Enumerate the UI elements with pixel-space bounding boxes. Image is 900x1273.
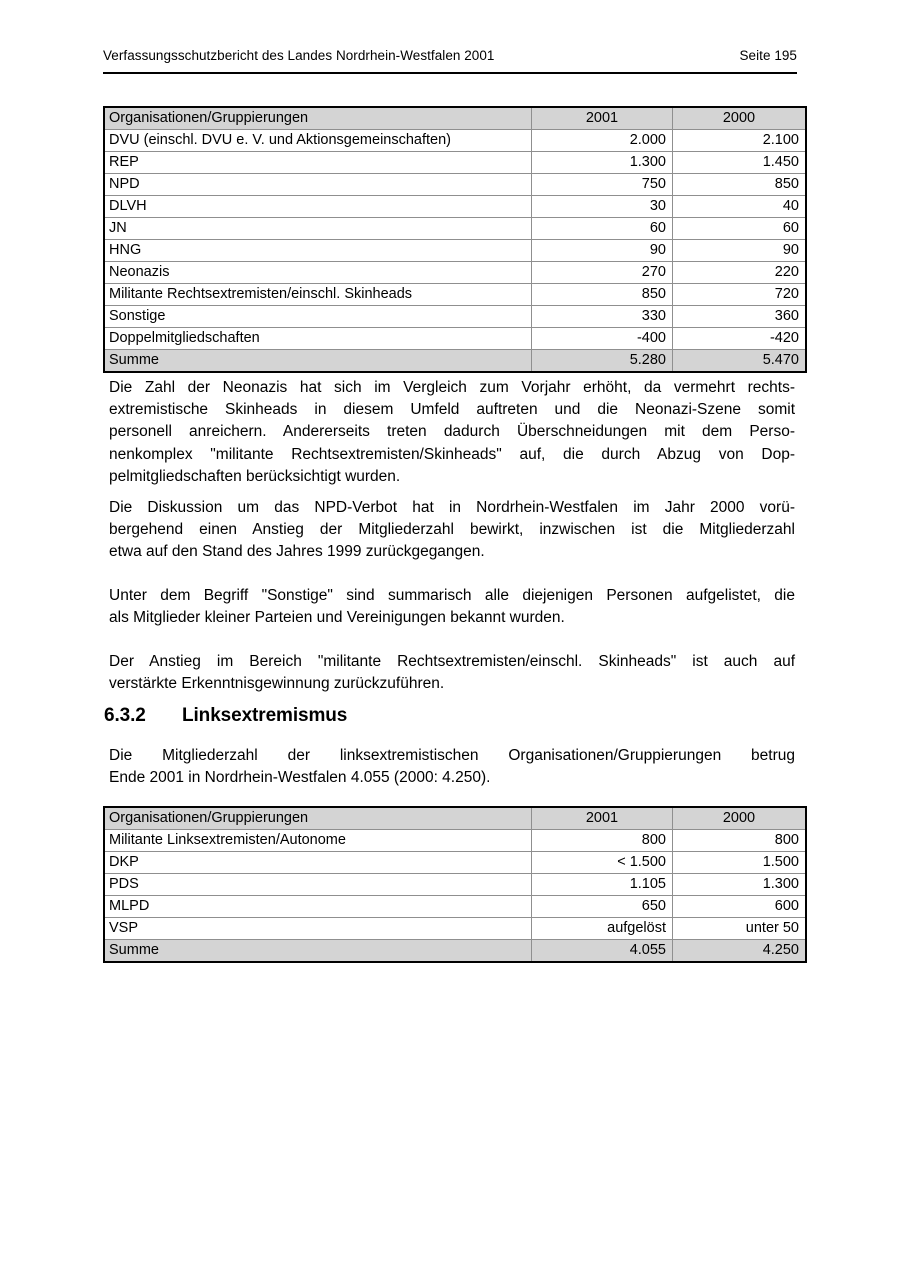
row-label: JN (104, 218, 532, 240)
text-line: als Mitglieder kleiner Parteien und Vereinigungen bekannt wurden. (109, 609, 565, 627)
running-head-page-number: Seite 195 (739, 48, 797, 63)
row-value-2000: 220 (673, 262, 807, 284)
row-value-2001: 60 (532, 218, 673, 240)
row-value-2000: 2.100 (673, 130, 807, 152)
column-header-2000: 2000 (673, 107, 807, 130)
row-label: Militante Rechtsextremisten/einschl. Skinheads (104, 284, 532, 306)
table-row (104, 152, 806, 174)
table-total-row (104, 940, 806, 963)
table-row (104, 328, 806, 350)
running-head-rule (103, 72, 797, 74)
row-label: Neonazis (104, 262, 532, 284)
text-line: Ende 2001 in Nordrhein-Westfalen 4.055 (2000: 4.250). (109, 769, 491, 787)
row-value-2000: 60 (673, 218, 807, 240)
row-label: Sonstige (104, 306, 532, 328)
table-row (104, 218, 806, 240)
text-line: nenkomplex "militante Rechtsextremisten/Skinheads" auf, die durch Abzug von Dop- (109, 445, 795, 463)
table-header-row (104, 107, 806, 130)
row-value-2000: 850 (673, 174, 807, 196)
row-label: NPD (104, 174, 532, 196)
row-value-2001: 850 (532, 284, 673, 306)
row-label: DKP (104, 852, 532, 874)
column-header-organisation: Organisationen/Gruppierungen (104, 807, 532, 830)
row-label: PDS (104, 874, 532, 896)
row-value-2001: 90 (532, 240, 673, 262)
table-row (104, 896, 806, 918)
table-row (104, 196, 806, 218)
row-value-2000: 40 (673, 196, 807, 218)
table-row (104, 284, 806, 306)
text-line: pelmitgliedschaften berücksichtigt wurden. (109, 467, 401, 485)
row-value-2001: aufgelöst (532, 918, 673, 940)
table-row (104, 174, 806, 196)
total-value-2000: 5.470 (673, 350, 807, 373)
row-value-2000: 1.300 (673, 874, 807, 896)
total-label: Summe (104, 940, 532, 963)
column-header-2001: 2001 (532, 807, 673, 830)
total-value-2001: 4.055 (532, 940, 673, 963)
row-value-2000: 800 (673, 830, 807, 852)
table-linksextremismus (103, 806, 807, 963)
text-line: verstärkte Erkenntnisgewinnung zurückzuführen. (109, 675, 445, 693)
text-line: Die Zahl der Neonazis hat sich im Vergleich zum Vorjahr erhöht, da vermehrt rechts- (109, 379, 795, 396)
section-heading (104, 705, 347, 727)
row-label: DVU (einschl. DVU e. V. und Aktionsgemeinschaften) (104, 130, 532, 152)
table-rechtsextremismus (103, 106, 807, 373)
table-row (104, 852, 806, 874)
table-row (104, 918, 806, 940)
row-value-2001: 2.000 (532, 130, 673, 152)
column-header-2001: 2001 (532, 107, 673, 130)
text-line: Der Anstieg im Bereich "militante Rechtsextremisten/einschl. Skinheads" ist auch auf (109, 653, 795, 670)
row-value-2000: -420 (673, 328, 807, 350)
row-value-2001: 800 (532, 830, 673, 852)
paragraph-neonazis (109, 377, 795, 488)
row-value-2001: 1.300 (532, 152, 673, 174)
row-label: Militante Linksextremisten/Autonome (104, 830, 532, 852)
column-header-2000: 2000 (673, 807, 807, 830)
row-value-2001: -400 (532, 328, 673, 350)
table-header-row (104, 807, 806, 830)
paragraph-sonstige (109, 585, 795, 629)
paragraph-anstieg-militante (109, 651, 795, 695)
table-row (104, 306, 806, 328)
total-value-2000: 4.250 (673, 940, 807, 963)
running-head-title: Verfassungsschutzbericht des Landes Nordrhein-Westfalen 2001 (103, 48, 495, 63)
table-row (104, 130, 806, 152)
text-line: bergehend einen Anstieg der Mitgliederzahl bewirkt, inzwischen ist die Mitgliederzahl (109, 521, 795, 539)
row-value-2001: 30 (532, 196, 673, 218)
row-value-2000: 1.500 (673, 852, 807, 874)
section-number: 6.3.2 (104, 705, 146, 726)
row-value-2000: 720 (673, 284, 807, 306)
table-total-row (104, 350, 806, 373)
row-value-2000: 360 (673, 306, 807, 328)
row-value-2001: 650 (532, 896, 673, 918)
text-line: Die Mitgliederzahl der linksextremistischen Organisationen/Gruppierungen betrug (109, 747, 795, 764)
text-line: Unter dem Begriff "Sonstige" sind summarisch alle diejenigen Personen aufgelistet, die (109, 587, 795, 604)
row-value-2001: < 1.500 (532, 852, 673, 874)
row-value-2001: 1.105 (532, 874, 673, 896)
row-value-2000: 600 (673, 896, 807, 918)
table-row (104, 262, 806, 284)
section-title: Linksextremismus (182, 705, 348, 726)
table-row (104, 874, 806, 896)
row-label: DLVH (104, 196, 532, 218)
text-line: extremistische Skinheads in diesem Umfeld auftreten und die Neonazi-Szene somit (109, 401, 795, 419)
row-value-2001: 270 (532, 262, 673, 284)
row-label: Doppelmitgliedschaften (104, 328, 532, 350)
total-label: Summe (104, 350, 532, 373)
paragraph-npd-verbot (109, 497, 795, 564)
row-label: REP (104, 152, 532, 174)
table-row (104, 830, 806, 852)
text-line: etwa auf den Stand des Jahres 1999 zurückgegangen. (109, 543, 485, 561)
row-value-2000: unter 50 (673, 918, 807, 940)
row-label: HNG (104, 240, 532, 262)
running-head (103, 48, 797, 63)
row-value-2000: 1.450 (673, 152, 807, 174)
paragraph-intro-linksextremismus (109, 745, 795, 789)
text-line: Die Diskussion um das NPD-Verbot hat in Nordrhein-Westfalen im Jahr 2000 vorü- (109, 499, 795, 516)
text-line: personell anreichern. Andererseits treten dadurch Überschneidungen mit dem Perso- (109, 423, 795, 441)
row-value-2001: 750 (532, 174, 673, 196)
total-value-2001: 5.280 (532, 350, 673, 373)
column-header-organisation: Organisationen/Gruppierungen (104, 107, 532, 130)
row-value-2000: 90 (673, 240, 807, 262)
row-label: MLPD (104, 896, 532, 918)
row-label: VSP (104, 918, 532, 940)
row-value-2001: 330 (532, 306, 673, 328)
table-row (104, 240, 806, 262)
